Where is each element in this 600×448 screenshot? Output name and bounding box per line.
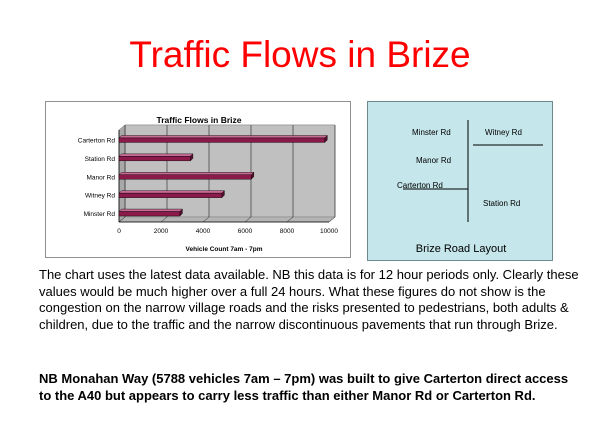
chart-bar [119,175,251,180]
chart-y-tick-label: Minster Rd [83,211,115,219]
manor-rd-label: Manor Rd [416,156,452,165]
chart-x-tick-label: 4000 [195,228,211,235]
chart-bar [119,138,325,143]
chart-y-tick-label: Witney Rd [85,192,115,200]
chart-x-tick-label: 10000 [319,228,339,235]
chart-bar-top [119,191,224,194]
chart-x-tick-label: 0 [117,228,121,235]
chart-floor [119,217,335,222]
chart-bar-top [119,172,254,175]
chart-x-axis-label: Vehicle Count 7am - 7pm [185,246,263,253]
carterton-rd-label: Carterton Rd [397,181,443,190]
road-layout-title: Brize Road Layout [415,243,507,255]
chart-x-tick-label: 2000 [153,228,169,235]
slide-title: Traffic Flows in Brize [129,34,471,75]
traffic-chart [45,101,351,258]
traffic-chart-svg [46,102,352,259]
chart-x-tick-label: 6000 [237,228,253,235]
chart-bar [119,156,190,161]
road-layout-diagram [367,101,553,261]
road-layout-svg [368,102,554,262]
chart-bar [119,212,180,217]
chart-bar [119,193,222,198]
chart-x-tick-label: 8000 [279,228,295,235]
note-paragraph: NB Monahan Way (5788 vehicles 7am – 7pm) was built to give Carterton direct access to the A40 but appears to carry less traffic than either Manor Rd or Carterton Rd. [39,371,569,403]
body-paragraph: The chart uses the latest data available. NB this data is for 12 hour periods only. Clearly these values would be much higher over a full 24 hours. What these figures do not show is the congestion on the narrow village roads and the risks presented to pedestrians, both adults & children, due to the traffic and the narrow discontinuous pavements that run through Brize. [39,267,579,332]
chart-title: Traffic Flows in Brize [156,115,242,125]
station-rd-label: Station Rd [483,199,521,208]
minster-rd-label: Minster Rd [412,128,451,137]
chart-bar-top [119,154,193,157]
witney-rd-label: Witney Rd [485,128,522,137]
chart-y-tick-label: Manor Rd [86,174,115,182]
chart-y-tick-label: Carterton Rd [77,137,115,145]
chart-bar-top [119,135,327,138]
chart-bar-top [119,209,182,212]
chart-y-tick-label: Station Rd [84,155,115,163]
